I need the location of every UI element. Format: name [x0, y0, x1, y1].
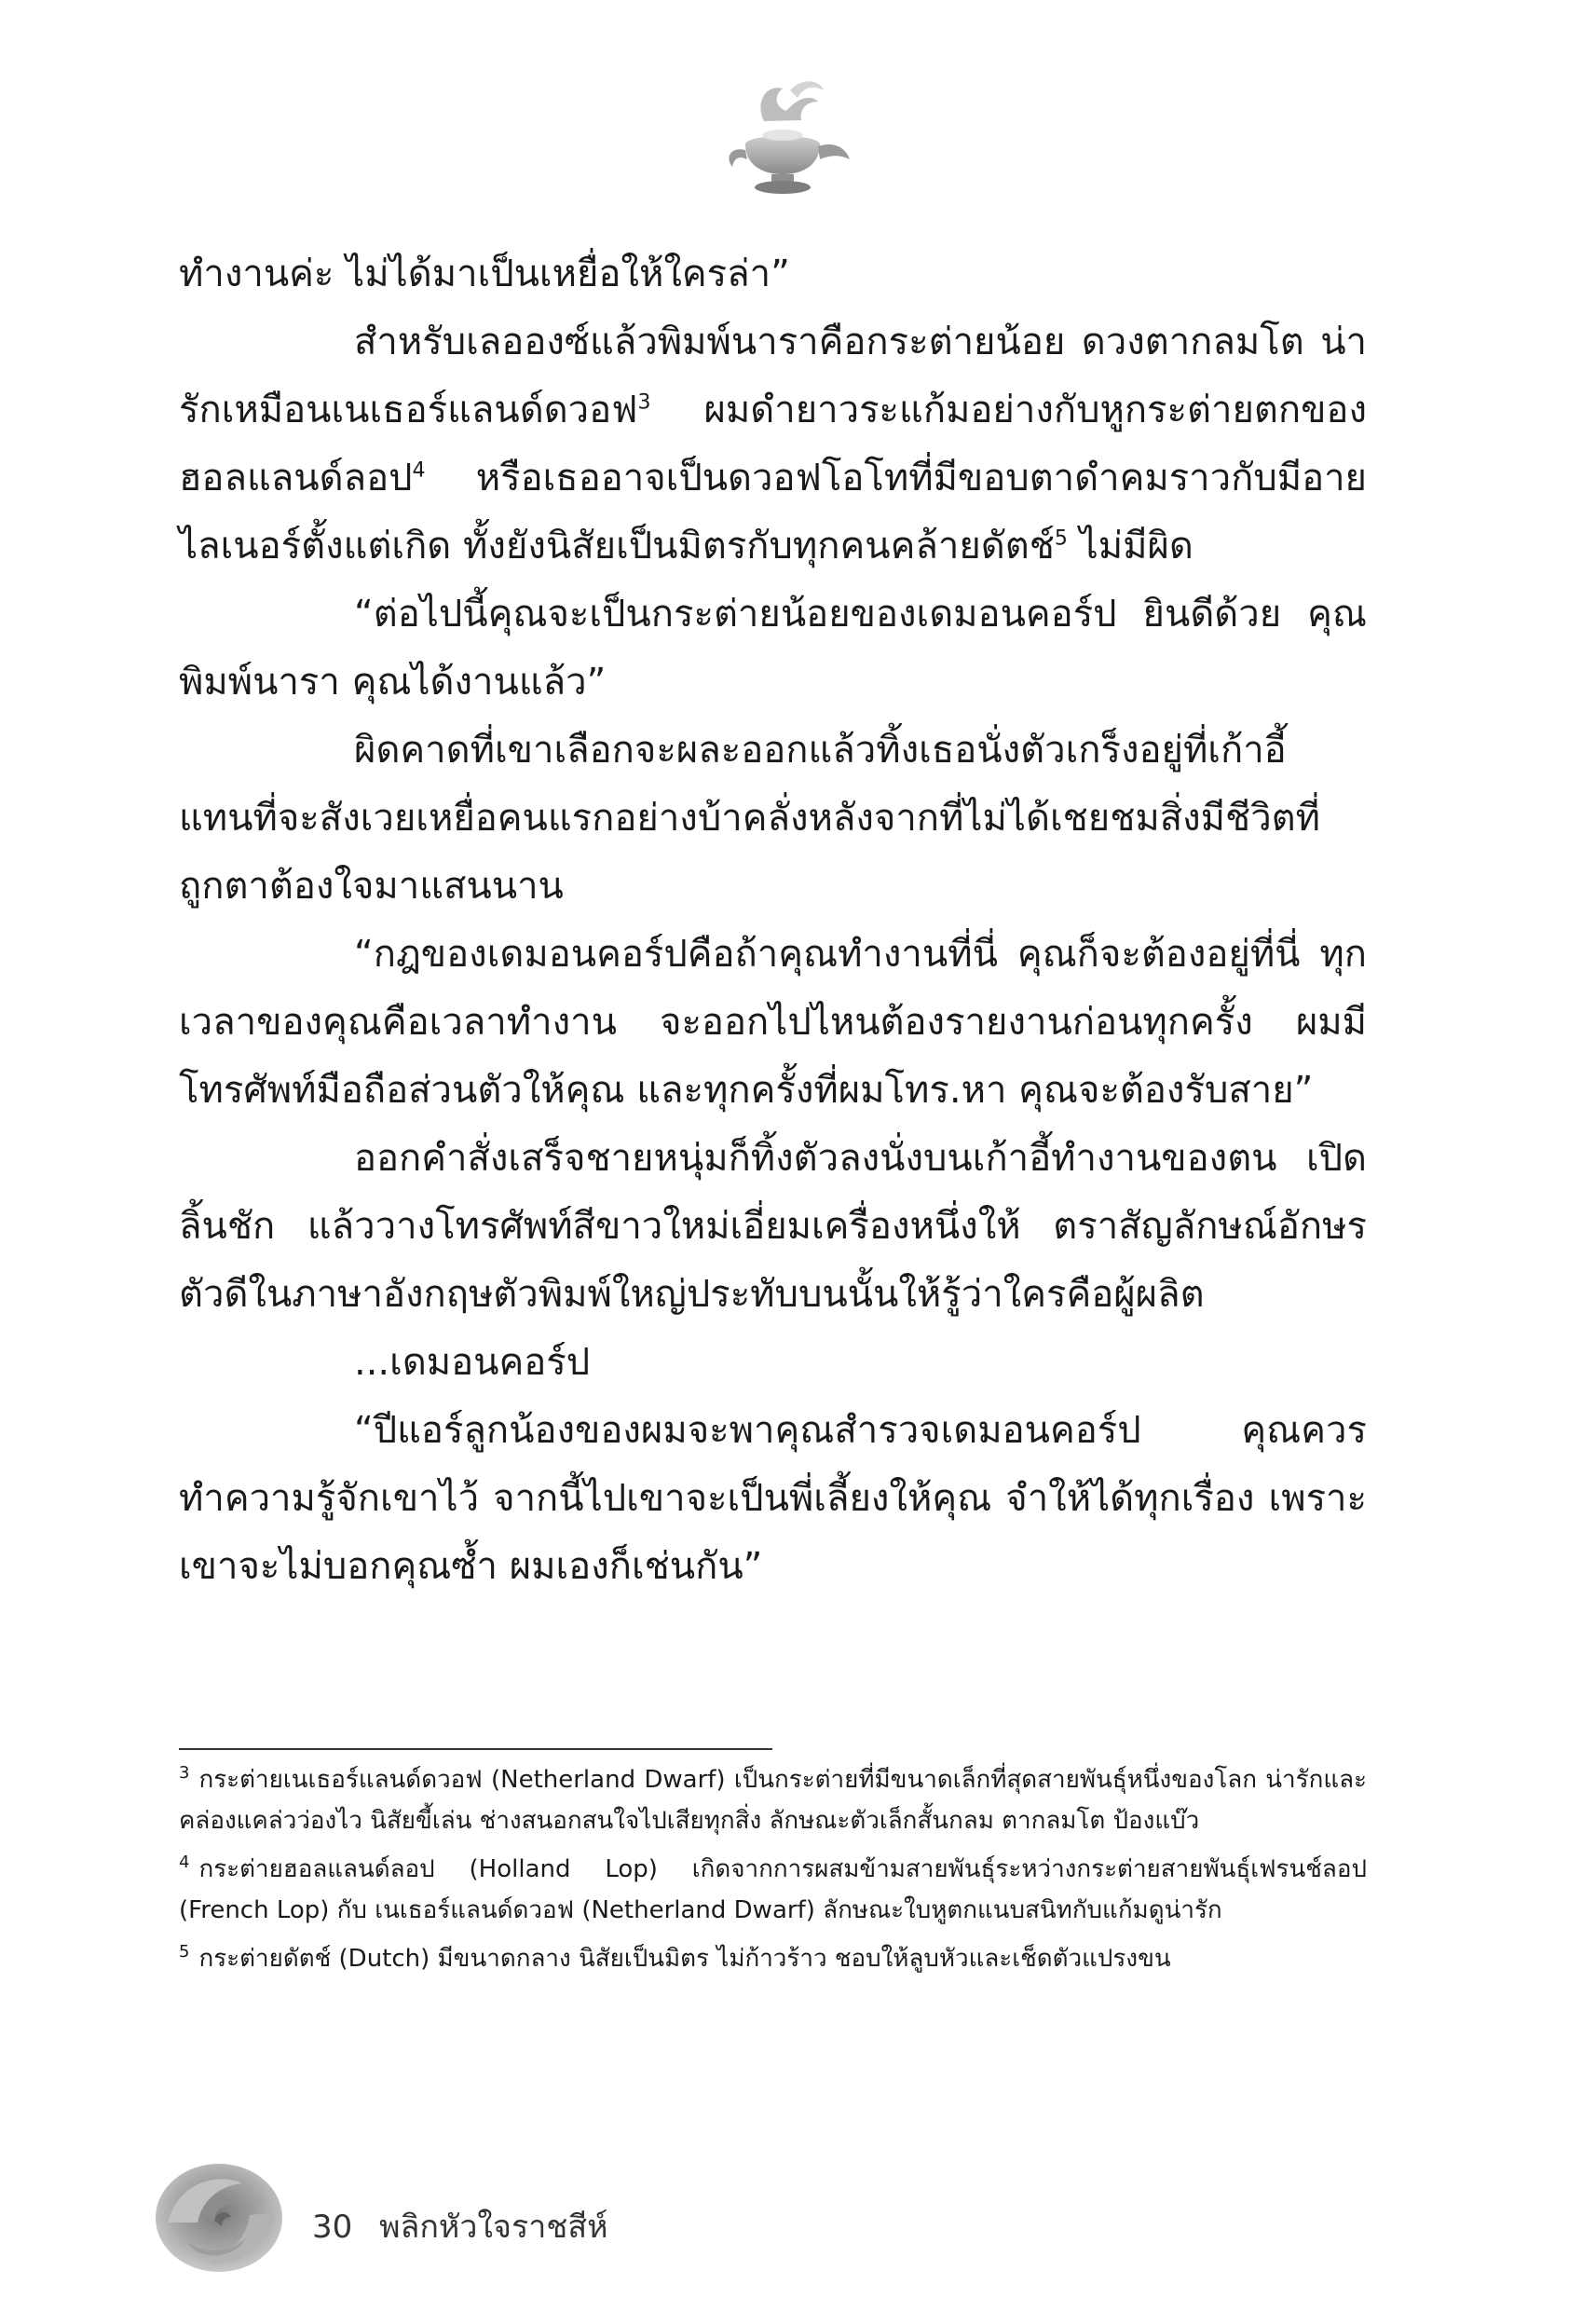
body-text-run: ...เดมอนคอร์ป: [354, 1341, 591, 1384]
body-paragraph: [179, 1397, 1367, 1601]
body-text-run: ออกคำสั่งเสร็จชายหนุ่มก็ทิ้งตัวลงนั่งบนเก้าอี้ทำงานของตน เปิดลิ้นชัก แล้ววางโทรศัพท์สีขาวใหม่เอี่ยมเครื่องหนึ่งให้ ตราสัญลักษณ์อักษรตัวดีในภาษาอังกฤษตัวพิมพ์ใหญ่ประทับบนนั้นให้รู้ว่าใครคือผู้ผลิต: [179, 1137, 1367, 1316]
footnote-item: [179, 1938, 1367, 1979]
body-text-run: “ต่อไปนี้คุณจะเป็นกระต่ายน้อยของเดมอนคอร์ป ยินดีด้วย คุณพิมพ์นารา คุณได้งานแล้ว”: [179, 593, 1367, 704]
body-paragraph: [179, 240, 1367, 308]
body-text-run: หรือเธออาจเป็นดวอฟโอโทที่มีขอบตาดำคมราวกับมีอายไลเนอร์ตั้งแต่เกิด ทั้งยังนิสัยเป็นมิตรกับทุกคนคล้ายดัตช์: [179, 457, 1367, 567]
body-text: [179, 240, 1367, 1601]
body-paragraph: [179, 581, 1367, 717]
footnote-marker: 3: [637, 390, 651, 415]
footnotes: [179, 1759, 1367, 1987]
footnote-text: กระต่ายเนเธอร์แลนด์ดวอฟ (Netherland Dwarf) เป็นกระต่ายที่มีขนาดเล็กที่สุดสายพันธุ์หนึ่งของโลก น่ารักและคล่องแคล่วว่องไว นิสัยขี้เล่น ช่างสนอกสนใจไปเสียทุกสิ่ง ลักษณะตัวเล็กสั้นกลม ตากลมโต ป้องแบ๊ว: [179, 1766, 1367, 1835]
footnote-item: [179, 1849, 1367, 1931]
body-text-run: ผิดคาดที่เขาเลือกจะผละออกแล้วทิ้งเธอนั่งตัวเกร็งอยู่ที่เก้าอี้ แทนที่จะสังเวยเหยื่อคนแรกอย่างบ้าคลั่งหลังจากที่ไม่ได้เชยชมสิ่งมีชีวิตที่ถูกตาต้องใจมาแสนนาน: [179, 729, 1320, 908]
body-text-run: “ปีแอร์ลูกน้องของผมจะพาคุณสำรวจเดมอนคอร์ป คุณควรทำความรู้จักเขาไว้ จากนี้ไปเขาจะเป็นพี่เลี้ยงให้คุณ จำให้ได้ทุกเรื่อง เพราะเขาจะไม่บอกคุณซ้ำ ผมเองก็เช่นกัน”: [179, 1409, 1367, 1588]
book-title: พลิกหัวใจราชสีห์: [379, 2208, 608, 2246]
footnote-text: กระต่ายฮอลแลนด์ลอป (Holland Lop) เกิดจากการผสมข้ามสายพันธุ์ระหว่างกระต่ายสายพันธุ์เฟรนช์ลอป (French Lop) กับ เนเธอร์แลนด์ดวอฟ (Netherland Dwarf) ลักษณะใบหูตกแนบสนิทกับแก้มดูน่ารัก: [179, 1855, 1367, 1924]
footnote-item: [179, 1759, 1367, 1841]
footnote-text: กระต่ายดัตช์ (Dutch) มีขนาดกลาง นิสัยเป็นมิตร ไม่ก้าวร้าว ชอบให้ลูบหัวและเช็ดตัวแปรงขน: [198, 1945, 1171, 1973]
footnote-marker: 4: [412, 458, 426, 483]
footnote-number: 4: [179, 1853, 190, 1873]
body-text-run: ผมดำยาวระแก้มอย่างกับหูกระต่ายตกของฮอลแลนด์ลอป: [179, 389, 1367, 499]
footnote-marker: 5: [1054, 526, 1068, 551]
body-text-run: สำหรับเลอองซ์แล้วพิมพ์นาราคือกระต่ายน้อย ดวงตากลมโต น่ารักเหมือนเนเธอร์แลนด์ดวอฟ: [179, 321, 1367, 431]
genie-lamp-ornament-icon: [708, 70, 857, 210]
rose-ornament-icon: [149, 2157, 289, 2278]
body-text-run: ทำงานค่ะ ไม่ได้มาเป็นเหยื่อให้ใครล่า”: [179, 253, 790, 295]
body-paragraph: [179, 717, 1367, 921]
body-paragraph: [179, 308, 1367, 581]
page-footer: [312, 2201, 608, 2251]
footnote-divider: [179, 1748, 772, 1750]
body-text-run: “กฎของเดมอนคอร์ปคือถ้าคุณทำงานที่นี่ คุณก็จะต้องอยู่ที่นี่ ทุกเวลาของคุณคือเวลาทำงาน จะออกไปไหนต้องรายงานก่อนทุกครั้ง ผมมีโทรศัพท์มือถือส่วนตัวให้คุณ และทุกครั้งที่ผมโทร.หา คุณจะต้องรับสาย”: [179, 933, 1367, 1112]
body-paragraph: [179, 1125, 1367, 1329]
body-paragraph: [179, 1329, 1367, 1397]
page-number: 30: [312, 2208, 353, 2246]
footnote-number: 3: [179, 1763, 190, 1784]
body-text-run: ไม่มีผิด: [1067, 525, 1194, 567]
footnote-number: 5: [179, 1942, 190, 1962]
body-paragraph: [179, 921, 1367, 1125]
